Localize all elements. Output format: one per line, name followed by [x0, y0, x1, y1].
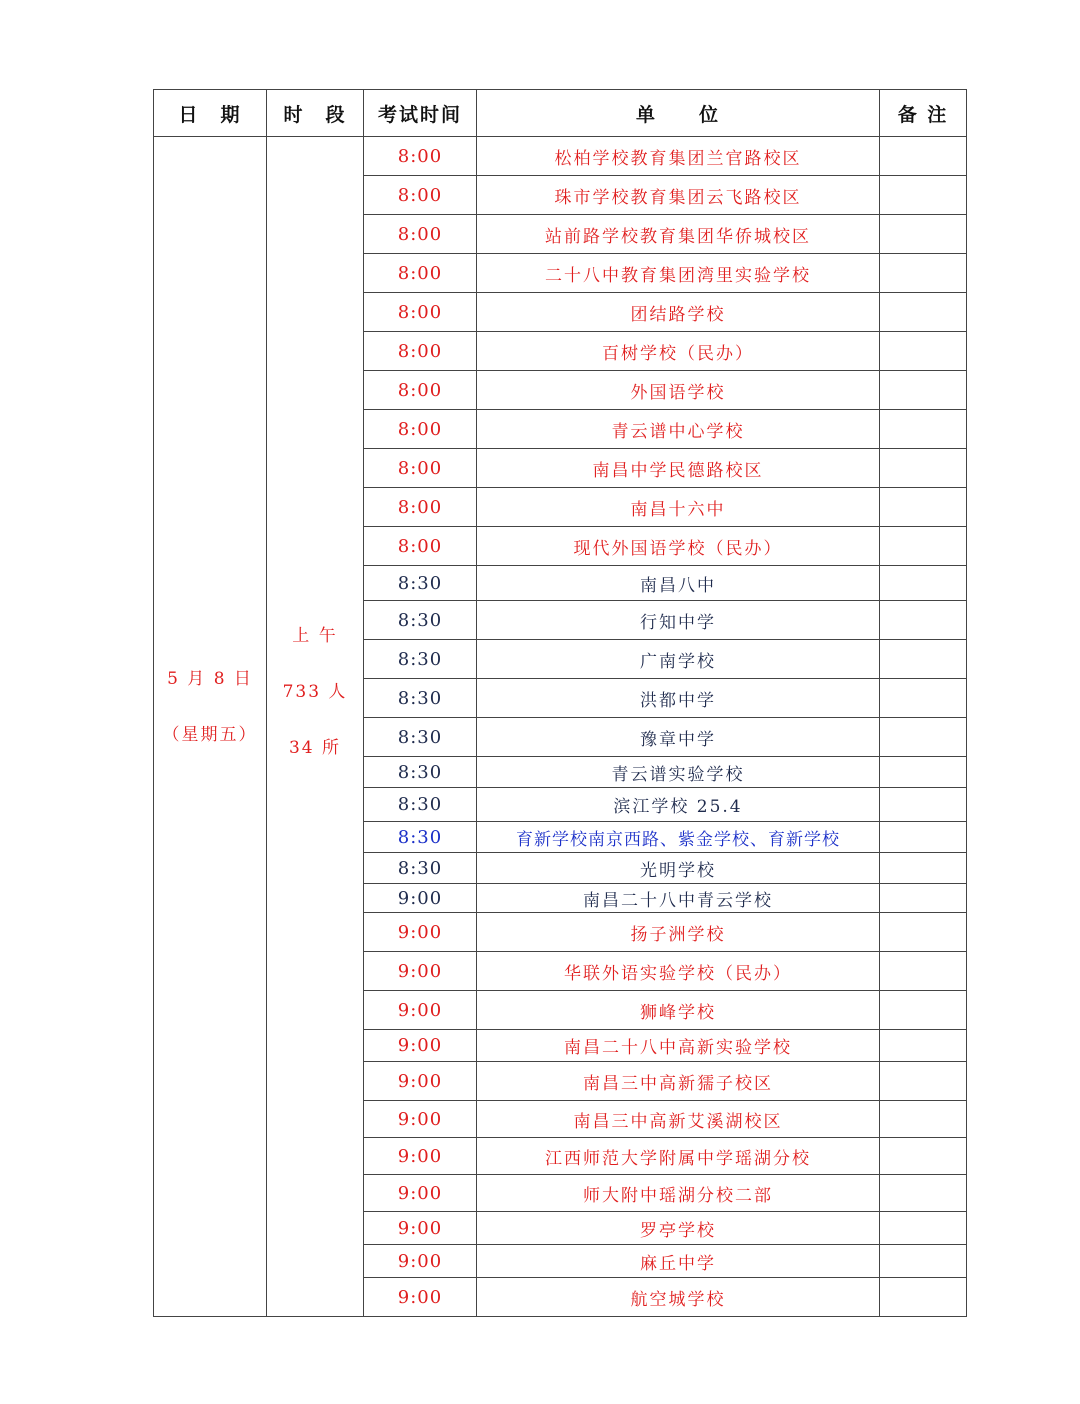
exam-time-cell: 9:00	[364, 991, 477, 1030]
unit-cell: 珠市学校教育集团云飞路校区	[477, 176, 880, 215]
note-cell	[880, 215, 967, 254]
exam-time-cell: 8:00	[364, 410, 477, 449]
exam-date: 5 月 8 日	[167, 668, 253, 689]
unit-cell: 站前路学校教育集团华侨城校区	[477, 215, 880, 254]
exam-weekday: （星期五）	[162, 724, 258, 745]
exam-time-cell: 8:30	[364, 640, 477, 679]
exam-time-cell: 8:00	[364, 137, 477, 176]
note-cell	[880, 137, 967, 176]
exam-time-cell: 9:00	[364, 1138, 477, 1175]
unit-cell: 广南学校	[477, 640, 880, 679]
period-people: 733 人	[282, 681, 348, 702]
exam-time-cell: 8:30	[364, 853, 477, 884]
header-date: 日 期	[154, 90, 267, 137]
unit-cell: 江西师范大学附属中学瑶湖分校	[477, 1138, 880, 1175]
note-cell	[880, 254, 967, 293]
unit-cell: 洪都中学	[477, 679, 880, 718]
unit-cell: 行知中学	[477, 601, 880, 640]
exam-time-cell: 8:00	[364, 371, 477, 410]
unit-cell: 师大附中瑶湖分校二部	[477, 1175, 880, 1212]
unit-cell: 光明学校	[477, 853, 880, 884]
unit-cell: 育新学校南京西路、紫金学校、育新学校	[477, 822, 880, 853]
exam-time-cell: 9:00	[364, 1030, 477, 1062]
unit-cell: 南昌八中	[477, 566, 880, 601]
note-cell	[880, 1101, 967, 1138]
note-cell	[880, 913, 967, 952]
schedule-body	[154, 137, 967, 1317]
exam-time-cell: 9:00	[364, 1175, 477, 1212]
unit-cell: 豫章中学	[477, 718, 880, 757]
unit-cell: 南昌中学民德路校区	[477, 449, 880, 488]
note-cell	[880, 1138, 967, 1175]
unit-cell: 罗亭学校	[477, 1212, 880, 1245]
exam-time-cell: 8:00	[364, 254, 477, 293]
unit-cell: 南昌二十八中青云学校	[477, 884, 880, 913]
unit-cell: 扬子洲学校	[477, 913, 880, 952]
unit-cell: 滨江学校 25.4	[477, 788, 880, 822]
exam-time-cell: 8:30	[364, 822, 477, 853]
exam-time-cell: 9:00	[364, 952, 477, 991]
exam-time-cell: 9:00	[364, 1278, 477, 1317]
header-unit: 单 位	[477, 90, 880, 137]
table-row	[154, 137, 967, 176]
note-cell	[880, 601, 967, 640]
note-cell	[880, 176, 967, 215]
note-cell	[880, 293, 967, 332]
note-cell	[880, 527, 967, 566]
note-cell	[880, 884, 967, 913]
exam-time-cell: 9:00	[364, 913, 477, 952]
note-cell	[880, 757, 967, 788]
exam-time-cell: 9:00	[364, 1212, 477, 1245]
unit-cell: 狮峰学校	[477, 991, 880, 1030]
unit-cell: 现代外国语学校（民办）	[477, 527, 880, 566]
exam-time-cell: 9:00	[364, 1101, 477, 1138]
exam-schedule-table	[153, 89, 967, 1317]
note-cell	[880, 853, 967, 884]
unit-cell: 航空城学校	[477, 1278, 880, 1317]
exam-time-cell: 8:30	[364, 679, 477, 718]
exam-time-cell: 8:30	[364, 718, 477, 757]
note-cell	[880, 679, 967, 718]
unit-cell: 麻丘中学	[477, 1245, 880, 1278]
header-period: 时 段	[267, 90, 364, 137]
exam-time-cell: 8:00	[364, 293, 477, 332]
unit-cell: 二十八中教育集团湾里实验学校	[477, 254, 880, 293]
header-row	[154, 90, 967, 137]
unit-cell: 松柏学校教育集团兰官路校区	[477, 137, 880, 176]
note-cell	[880, 952, 967, 991]
note-cell	[880, 371, 967, 410]
header-exam-time: 考试时间	[364, 90, 477, 137]
unit-cell: 百树学校（民办）	[477, 332, 880, 371]
exam-time-cell: 9:00	[364, 884, 477, 913]
note-cell	[880, 449, 967, 488]
note-cell	[880, 788, 967, 822]
note-cell	[880, 1245, 967, 1278]
note-cell	[880, 1062, 967, 1101]
exam-time-cell: 8:00	[364, 176, 477, 215]
exam-time-cell: 8:30	[364, 566, 477, 601]
note-cell	[880, 718, 967, 757]
unit-cell: 团结路学校	[477, 293, 880, 332]
unit-cell: 南昌十六中	[477, 488, 880, 527]
note-cell	[880, 332, 967, 371]
note-cell	[880, 1175, 967, 1212]
exam-time-cell: 8:00	[364, 215, 477, 254]
exam-time-cell: 9:00	[364, 1062, 477, 1101]
date-cell	[154, 137, 267, 1317]
exam-time-cell: 8:30	[364, 601, 477, 640]
header-note: 备 注	[880, 90, 967, 137]
exam-time-cell: 8:00	[364, 449, 477, 488]
note-cell	[880, 488, 967, 527]
note-cell	[880, 822, 967, 853]
exam-time-cell: 8:30	[364, 757, 477, 788]
note-cell	[880, 410, 967, 449]
note-cell	[880, 1212, 967, 1245]
period-schools: 34 所	[288, 737, 342, 758]
note-cell	[880, 991, 967, 1030]
exam-time-cell: 8:00	[364, 332, 477, 371]
period-period: 上 午	[292, 625, 338, 646]
unit-cell: 青云谱实验学校	[477, 757, 880, 788]
note-cell	[880, 1278, 967, 1317]
note-cell	[880, 640, 967, 679]
exam-time-cell: 8:00	[364, 527, 477, 566]
period-cell	[267, 137, 364, 1317]
note-cell	[880, 1030, 967, 1062]
exam-time-cell: 9:00	[364, 1245, 477, 1278]
note-cell	[880, 566, 967, 601]
unit-cell: 华联外语实验学校（民办）	[477, 952, 880, 991]
unit-cell: 南昌二十八中高新实验学校	[477, 1030, 880, 1062]
unit-cell: 外国语学校	[477, 371, 880, 410]
unit-cell: 南昌三中高新艾溪湖校区	[477, 1101, 880, 1138]
exam-time-cell: 8:30	[364, 788, 477, 822]
unit-cell: 南昌三中高新獳子校区	[477, 1062, 880, 1101]
unit-cell: 青云谱中心学校	[477, 410, 880, 449]
exam-time-cell: 8:00	[364, 488, 477, 527]
